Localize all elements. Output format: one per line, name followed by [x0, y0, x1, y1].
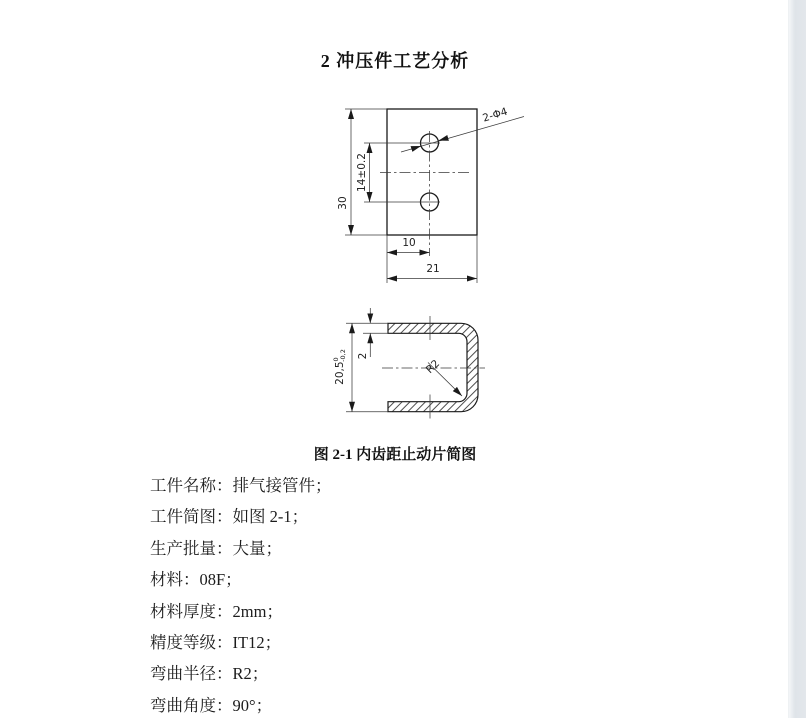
dim-label-section-height: 20,5$^0$-0,2: [332, 349, 347, 385]
leader-arrow-left: [413, 146, 421, 149]
figure-caption: 图 2-1 内齿距止动片简图: [313, 447, 477, 463]
hole-callout-label: 2-Φ4: [481, 105, 510, 125]
part-drawing-svg: [325, 95, 545, 427]
spec-line-precision: 精度等级：IT12；: [150, 632, 282, 652]
radius-label: R2: [423, 357, 443, 377]
section-view: [332, 308, 485, 419]
spec-line-part-name: 工件名称：排气接管件；: [150, 476, 332, 495]
top-view: [337, 106, 524, 283]
dim-label-width: 21: [426, 263, 440, 275]
dim-label-thickness: 2: [357, 352, 369, 360]
section-title: 2 冲压件工艺分析: [320, 51, 470, 71]
dim-label-hole-offset: 10: [402, 237, 416, 249]
dim-label-hole-pitch: 14±0.2: [356, 153, 368, 192]
page-edge-background: [788, 0, 806, 718]
spec-list: [150, 470, 710, 718]
spec-line-thickness: 材料厚度：2mm；: [150, 601, 283, 621]
spec-line-part-sketch: 工件简图：如图 2-1；: [150, 507, 309, 527]
spec-line-batch: 生产批量：大量；: [150, 538, 282, 558]
part-outline: [387, 109, 477, 235]
spec-line-bend-radius: 弯曲半径：R2；: [150, 664, 269, 684]
spec-line-material: 材料：08F；: [150, 570, 242, 590]
spec-line-bend-angle: 弯曲角度：90°；: [150, 695, 273, 715]
figure-drawing: [325, 95, 545, 427]
dim-label-height: 30: [337, 196, 349, 210]
